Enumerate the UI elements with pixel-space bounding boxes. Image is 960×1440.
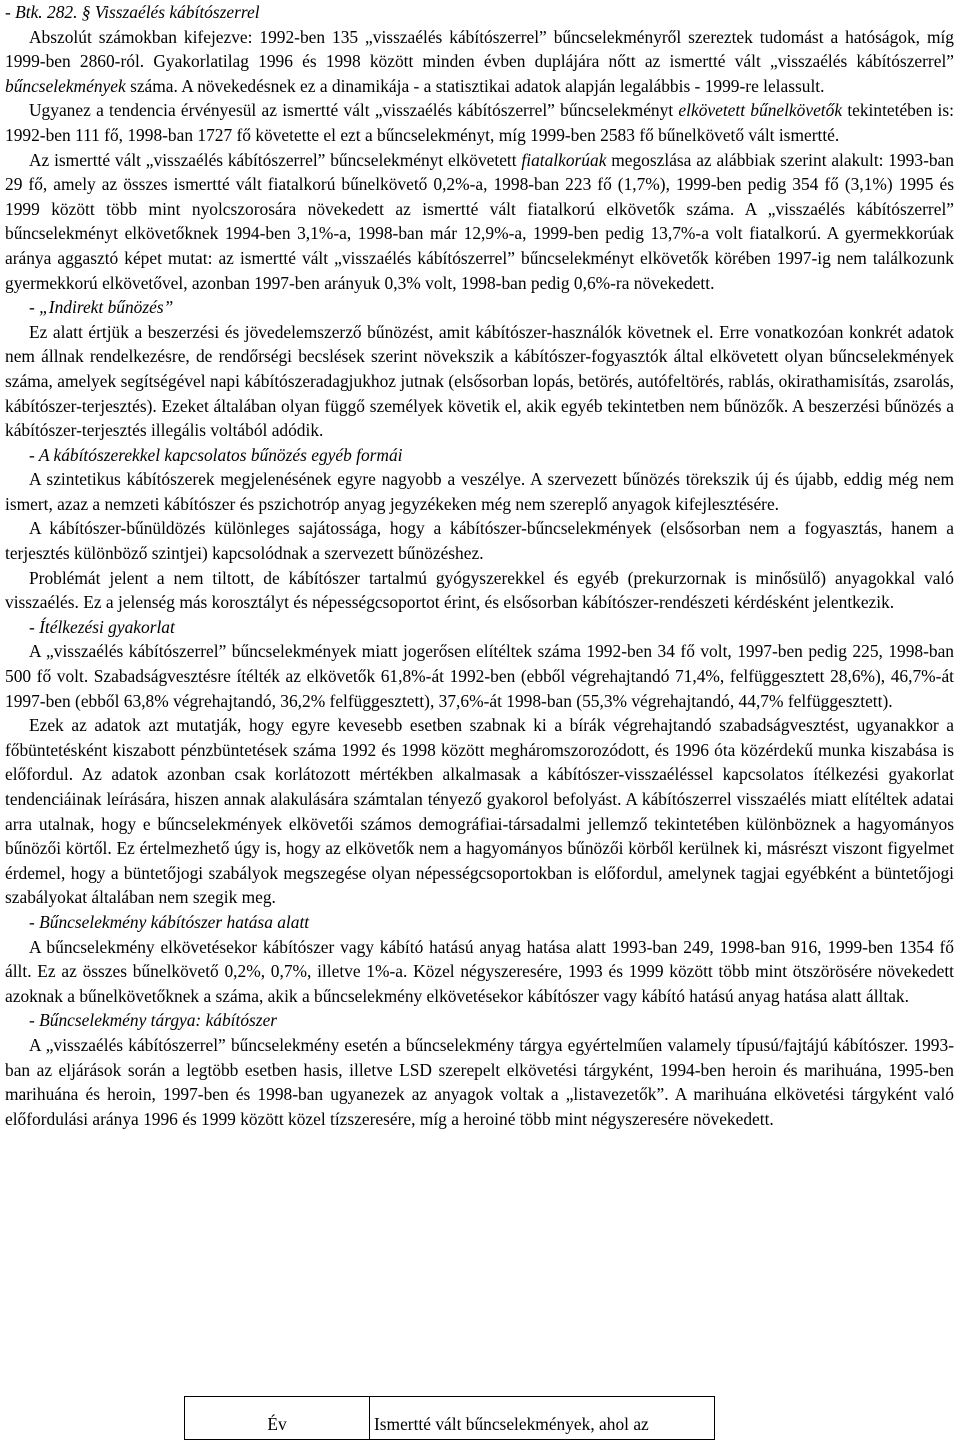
heading-btk-282: - Btk. 282. § Visszaélés kábítószerrel <box>5 2 260 22</box>
heading-object-drug: - Bűncselekmény tárgya: kábítószer <box>29 1010 278 1031</box>
p2-text-a: Ugyanez a tendencia érvényesül az ismertté vált „visszaélés kábítószerrel” bűncselekményt <box>29 100 674 121</box>
p2-text-b: elkövetett bűnelkövetők <box>678 100 843 121</box>
paragraph-medicine-abuse: Problémát jelent a nem tiltott, de kábítószer tartalmú gyógyszerekkel és egyéb (prekurzornak is minősülő) anyagokkal való visszaélés. Ez a jelenség más korosztályt és népességcsoportot érint, és elsősorban kábítószer-rendészeti kérdésként jelentkezik. <box>5 567 954 613</box>
paragraph-indirect-crime: Ez alatt értjük a beszerzési és jövedelemszerző bűnözést, amit kábítószer-használók követnek el. Erre vonatkozóan konkrét adatok nem állnak rendelkezésre, de rendőrségi becslések szerint növekszik a kábítószer-fogyasztók által elkövetett olyan bűncselekmények száma, amelyek segítségével napi kábítószeradagjukhoz jutnak (elsősorban lopás, betörés, autófeltörés, rablás, okirathamisítás, zsarolás, kábítószer-terjesztés). Ezeket általában olyan függő személyek követik el, akik egyéb tekintetben nem bűnözők. A beszerzési bűnözés a kábítószer-terjesztés illegális voltából adódik. <box>5 321 954 441</box>
table-header-year: Év <box>185 1397 370 1440</box>
paragraph-absolute-numbers <box>5 25 954 99</box>
paragraph-synthetic-drugs: A szintetikus kábítószerek megjelenésének egyre nagyobb a veszélye. A szervezett bűnözés törekszik új és újabb, eddig még nem ismert, azaz a nemzeti kábítószer és pszichotróp anyag jegyzékeken még nem szereplő anyagok kifejlesztésére. <box>5 469 954 514</box>
paragraph-juveniles <box>5 148 954 296</box>
table-wrapper <box>0 1396 960 1440</box>
heading-sentencing: - Ítélkezési gyakorlat <box>29 616 175 637</box>
heading-under-influence: - Bűncselekmény kábítószer hatása alatt <box>29 911 310 932</box>
p3-text-a: Az ismertté vált „visszaélés kábítószerrel” bűncselekményt elkövetett <box>29 149 517 170</box>
table-header-row <box>185 1397 715 1440</box>
p1-text-a: Abszolút számokban kifejezve: 1992-ben 135 „visszaélés kábítószerrel” bűncselekményről szereztek tudomást a hatóságok, míg 1999-ben 2860-ról. Gyakorlatilag 1996 és 1998 között minden évben duplájára nőtt az ismertté vált „visszaélés kábítószerrel” <box>5 26 954 72</box>
p2-text-c: tekintetében is: 1992-ben 111 fő, 1998-ban 1727 fő követette el ezt a bűncselekményt, míg 1999-ben 2583 fő bűnelkövető vált ismertté. <box>5 100 954 145</box>
heading-other-forms: - A kábítószerekkel kapcsolatos bűnözés egyéb formái <box>29 444 403 465</box>
paragraph-under-influence: A bűncselekmény elkövetésekor kábítószer vagy kábító hatású anyag hatása alatt 1993-ban 249, 1998-ban 916, 1999-ben 1354 fő állt. Ez az összes bűnelkövető 0,2%, 0,7%, illetve 1%-a. Közel négyszeresére, 1993 és 1999 között több mint ötszörösére növekedett azoknak a bűnelkövetőknek a száma, akik a bűncselekmény elkövetésekor kábítószer vagy kábító hatású anyag hatása alatt álltak. <box>5 936 954 1006</box>
p1-text-b: bűncselekmények <box>5 75 126 96</box>
data-table <box>184 1396 715 1440</box>
paragraph-convictions: A „visszaélés kábítószerrel” bűncselekmények miatt jogerősen elítéltek száma 1992-ben 34 fő volt, 1997-ben pedig 225, 1998-ban 500 fő volt. Szabadságvesztésre ítélték az elkövetők 61,8%-át 1992-ben (ebből végrehajtandó 71,4%, felfüggesztett 28,6%), 46,7%-át 1997-ben (ebből 63,8% végrehajtandó, 36,2% felfüggesztett), 37,6%-át 1998-ban (55,3% végrehajtandó, 44,7% felfüggesztett). <box>5 641 954 711</box>
paragraph-organized-crime: A kábítószer-bűnüldözés különleges sajátossága, hogy a kábítószer-bűncselekmények (elsősorban nem a fogyasztás, hanem a terjesztés különböző szintjei) kapcsolódnak a szervezett bűnözéshez. <box>5 518 954 564</box>
p3-text-c: megoszlása az alábbiak szerint alakult: 1993-ban 29 fő, amely az összes ismertté vált fiatalkorú bűnelkövető 0,2%-a, 1998-ban 223 fő (1,7%), 1999-ben pedig 354 fő (3,1%) 1995 és 1999 között több mint nyolcszorosára növekedett az ismertté vált fiatalkorú elkövetők száma. A „visszaélés kábítószerrel” bűncselekményt elkövetőknek 1994-ben 3,1%-a, 1998-ban már 12,9%-a, 1999-ben pedig 13,7%-a volt fiatalkorú. A gyermekkorúak aránya aggasztó képet mutat: az ismertté vált „visszaélés kábítószerrel” bűncselekményt elkövetők körében 1997-ig nem találkozunk gyermekkorú elkövetővel, azonban 1997-ben arányuk 0,3% volt, 1998-ban pedig 0,6%-ra növekedett. <box>5 149 954 293</box>
p3-text-b: fiatalkorúak <box>521 149 607 170</box>
paragraph-offenders-trend <box>5 98 954 147</box>
table-header-crimes: Ismertté vált bűncselekmények, ahol az <box>370 1397 715 1440</box>
paragraph-sentencing-analysis: Ezek az adatok azt mutatják, hogy egyre kevesebb esetben szabnak ki a bírák végrehajtandó szabadságvesztést, ugyanakkor a főbüntetésként kiszabott pénzbüntetések száma 1992 és 1998 között megháromszorozódott, és 1996 óta közérdekű munka kiszabása is előfordul. Az adatok azonban csak korlátozott mértékben alkalmasak a kábítószer-visszaéléssel kapcsolatos ítélkezési gyakorlat tendenciáinak leírására, hiszen annak alakulására számtalan tényező gyakorol befolyást. A kábítószerrel visszaélés miatt elítéltek adatai arra utalnak, hogy e bűncselekmények elkövetői számos demográfiai-társadalmi jellemző tekintetében különböznek a hagyományos bűnözői körtől. Ez értelmezhető úgy is, hogy az elkövetők nem a hagyományos bűnözői körből kerülnek ki, másrészt viszont figyelmet érdemel, hogy a büntetőjogi szabályok megszegése olyan népességcsoportokban is előfordul, amelynek tagjai egyébként a büntetőjogi szabályokat általában nem szegik meg. <box>5 715 954 908</box>
paragraph-object-drug: A „visszaélés kábítószerrel” bűncselekmény esetén a bűncselekmény tárgya egyértelműen valamely típusú/fajtájú kábítószer. 1993-ban az eljárások során a legtöbb esetben hasis, illetve LSD szerepelt elkövetési tárgyként, 1994-ben heroin és marihuána, 1995-ben marihuána és heroin, 1997-ben és 1998-ban ugyanezek az anyagok voltak a „listavezetők”. A marihuána elkövetési tárgyként való előfordulási aránya 1996 és 1999 között közel tízszeresére, míg a heroiné több mint négyszeresére növekedett. <box>5 1034 954 1129</box>
heading-indirect-crime: - „Indirekt bűnözés” <box>29 297 174 318</box>
p1-text-c: száma. A növekedésnek ez a dinamikája - a statisztikai adatok alapján legalábbis - 1999-re lelassult. <box>130 75 825 96</box>
